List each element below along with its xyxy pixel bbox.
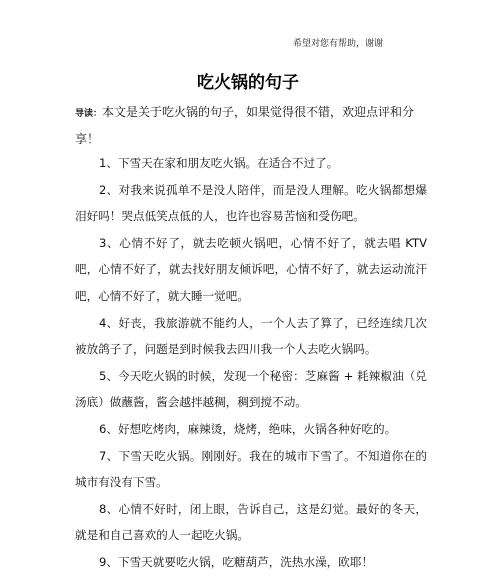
intro-text: 本文是关于吃火锅的句子，如果觉得很不错，欢迎点评和分享！ [75, 105, 415, 146]
sentence-item: 8、心情不好时，闭上眼，告诉自己，这是幻觉。最好的冬天，就是和自己喜欢的人一起吃火锅。 [75, 501, 427, 543]
intro-lead: 导读： [75, 109, 103, 119]
intro-paragraph [75, 100, 427, 152]
sentence-item: 9、下雪天就要吃火锅，吃糖葫芦，洗热水澡，欧耶！ [99, 554, 374, 569]
sentence-item: 4、好丧，我旅游就不能约人，一个人去了算了，已经连续几次被放鸽子了，问题是到时候我去四川我一个人去吃火锅吗。 [75, 315, 427, 357]
header-note: 希望对您有帮助，谢谢 [293, 39, 384, 49]
document-title: 吃火锅的句子 [197, 73, 299, 93]
sentence-item: 3、心情不好了，就去吃顿火锅吧，心情不好了，就去唱 KTV 吧，心情不好了，就去找好朋友倾诉吧，心情不好了，就去运动流汗吧，心情不好了，就大睡一觉吧。 [75, 235, 427, 303]
sentence-list [75, 150, 427, 576]
sentence-item: 1、下雪天在家和朋友吃火锅。在适合不过了。 [99, 156, 339, 170]
sentence-item: 2、对我来说孤单不是没人陪伴，而是没人理解。吃火锅都想爆泪好吗！哭点低笑点低的人，也许也容易苦恼和受伤吧。 [75, 182, 427, 224]
sentence-item: 5、今天吃火锅的时候，发现一个秘密：芝麻酱 + 耗辣椒油（兑汤底）做蘸酱，酱会越拌越稠，稠到搅不动。 [75, 368, 427, 410]
sentence-item: 7、下雪天吃火锅。刚刚好。我在的城市下雪了。不知道你在的城市有没有下雪。 [75, 448, 427, 490]
sentence-item: 6、好想吃烤肉，麻辣烫，烧烤，绝味，火锅各种好吃的。 [99, 421, 397, 436]
